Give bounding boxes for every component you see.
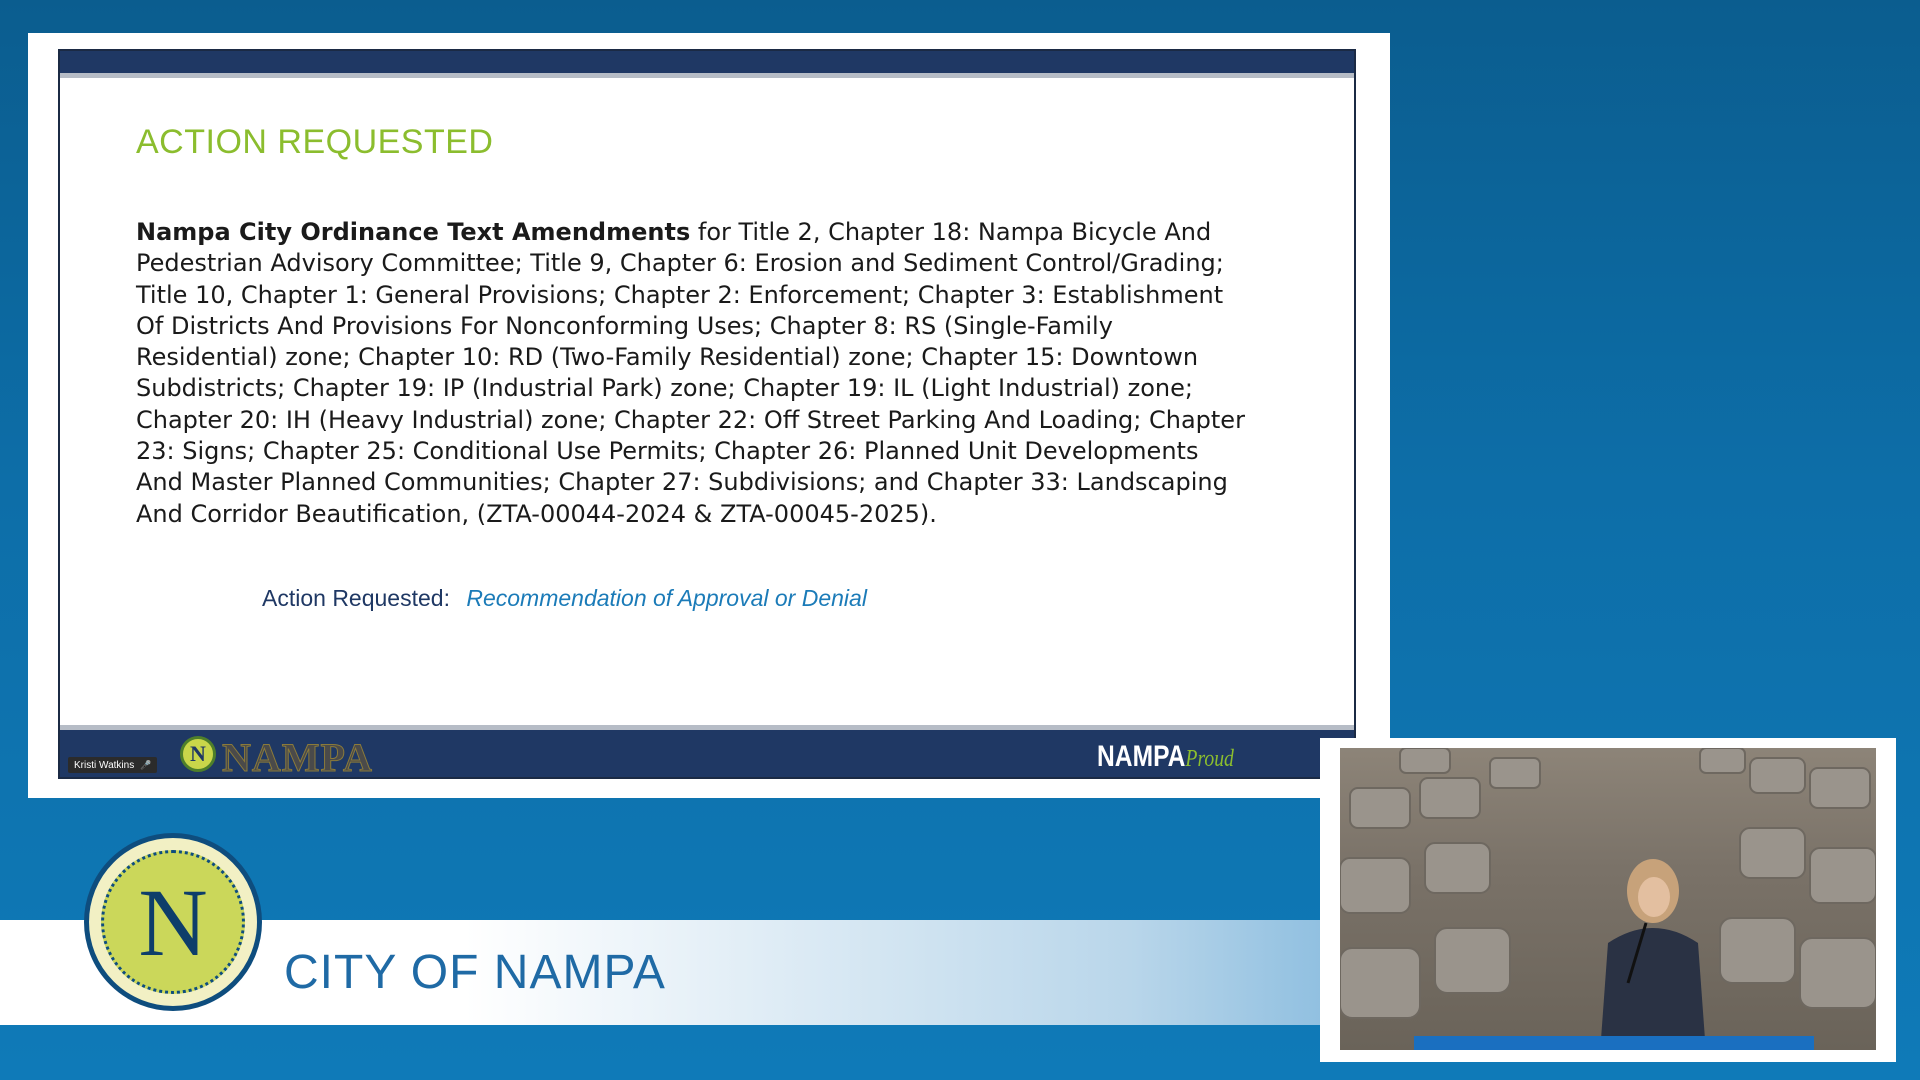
presentation-slide (58, 49, 1356, 779)
slide-top-bar (60, 51, 1354, 78)
microphone-icon: 🎤 (140, 760, 152, 770)
action-requested-value: Recommendation of Approval or Denial (466, 585, 867, 611)
shared-slide-frame (28, 33, 1390, 798)
action-requested-line (262, 585, 867, 612)
speaker-person-image (1588, 853, 1718, 1050)
slide-footer-bar (60, 725, 1354, 777)
slide-title: ACTION REQUESTED (136, 123, 494, 161)
slide-body-text (136, 217, 1246, 530)
city-seal-letter: N (138, 869, 208, 976)
nampa-logo-icon: N (180, 736, 216, 772)
presenter-name-tag (68, 757, 157, 773)
nampa-proud-script: Proud (1185, 746, 1234, 772)
camera-feed-frame (1320, 738, 1896, 1062)
podium-edge (1414, 1036, 1814, 1050)
city-seal-inner (101, 850, 245, 994)
camera-feed-video (1340, 748, 1876, 1050)
presenter-name: Kristi Watkins (74, 760, 135, 771)
nampa-proud-word: NAMPA (1097, 740, 1186, 773)
slide-body-bold: Nampa City Ordinance Text Amendments (136, 218, 691, 246)
city-seal-icon (84, 833, 262, 1011)
nampa-logo-wordmark: NAMPA (222, 735, 373, 779)
slide-body-rest: for Title 2, Chapter 18: Nampa Bicycle And Pedestrian Advisory Committee; Title 9, Chapter 6: Erosion and Sediment Control/Grading; Title 10, Chapter 1: General Provisions; Chapter 2: Enforcement; Chapter 3: Establishment Of Districts And Provisions For Nonconforming Uses; Chapter 8: RS (Single-Family Residential) zone; Chapter 10: RD (Two-Family Residential) zone; Chapter 15: Downtown Subdistricts; Chapter 19: IP (Industrial Park) zone; Chapter 19: IL (Light Industrial) zone; Chapter 20: IH (Heavy Industrial) zone; Chapter 22: Off Street Parking And Loading; Chapter 23: Signs; Chapter 25: Conditional Use Permits; Chapter 26: Planned Unit Developments And Master Planned Communities; Chapter 27: Subdivisions; and Chapter 33: Landscaping And Corridor Beautification, (ZTA-00044-2024 & ZTA-00045-2025). (136, 218, 1245, 528)
action-requested-label: Action Requested: (262, 585, 450, 611)
nampa-proud-logo (1097, 740, 1234, 774)
banner-title: CITY OF NAMPA (284, 946, 666, 999)
